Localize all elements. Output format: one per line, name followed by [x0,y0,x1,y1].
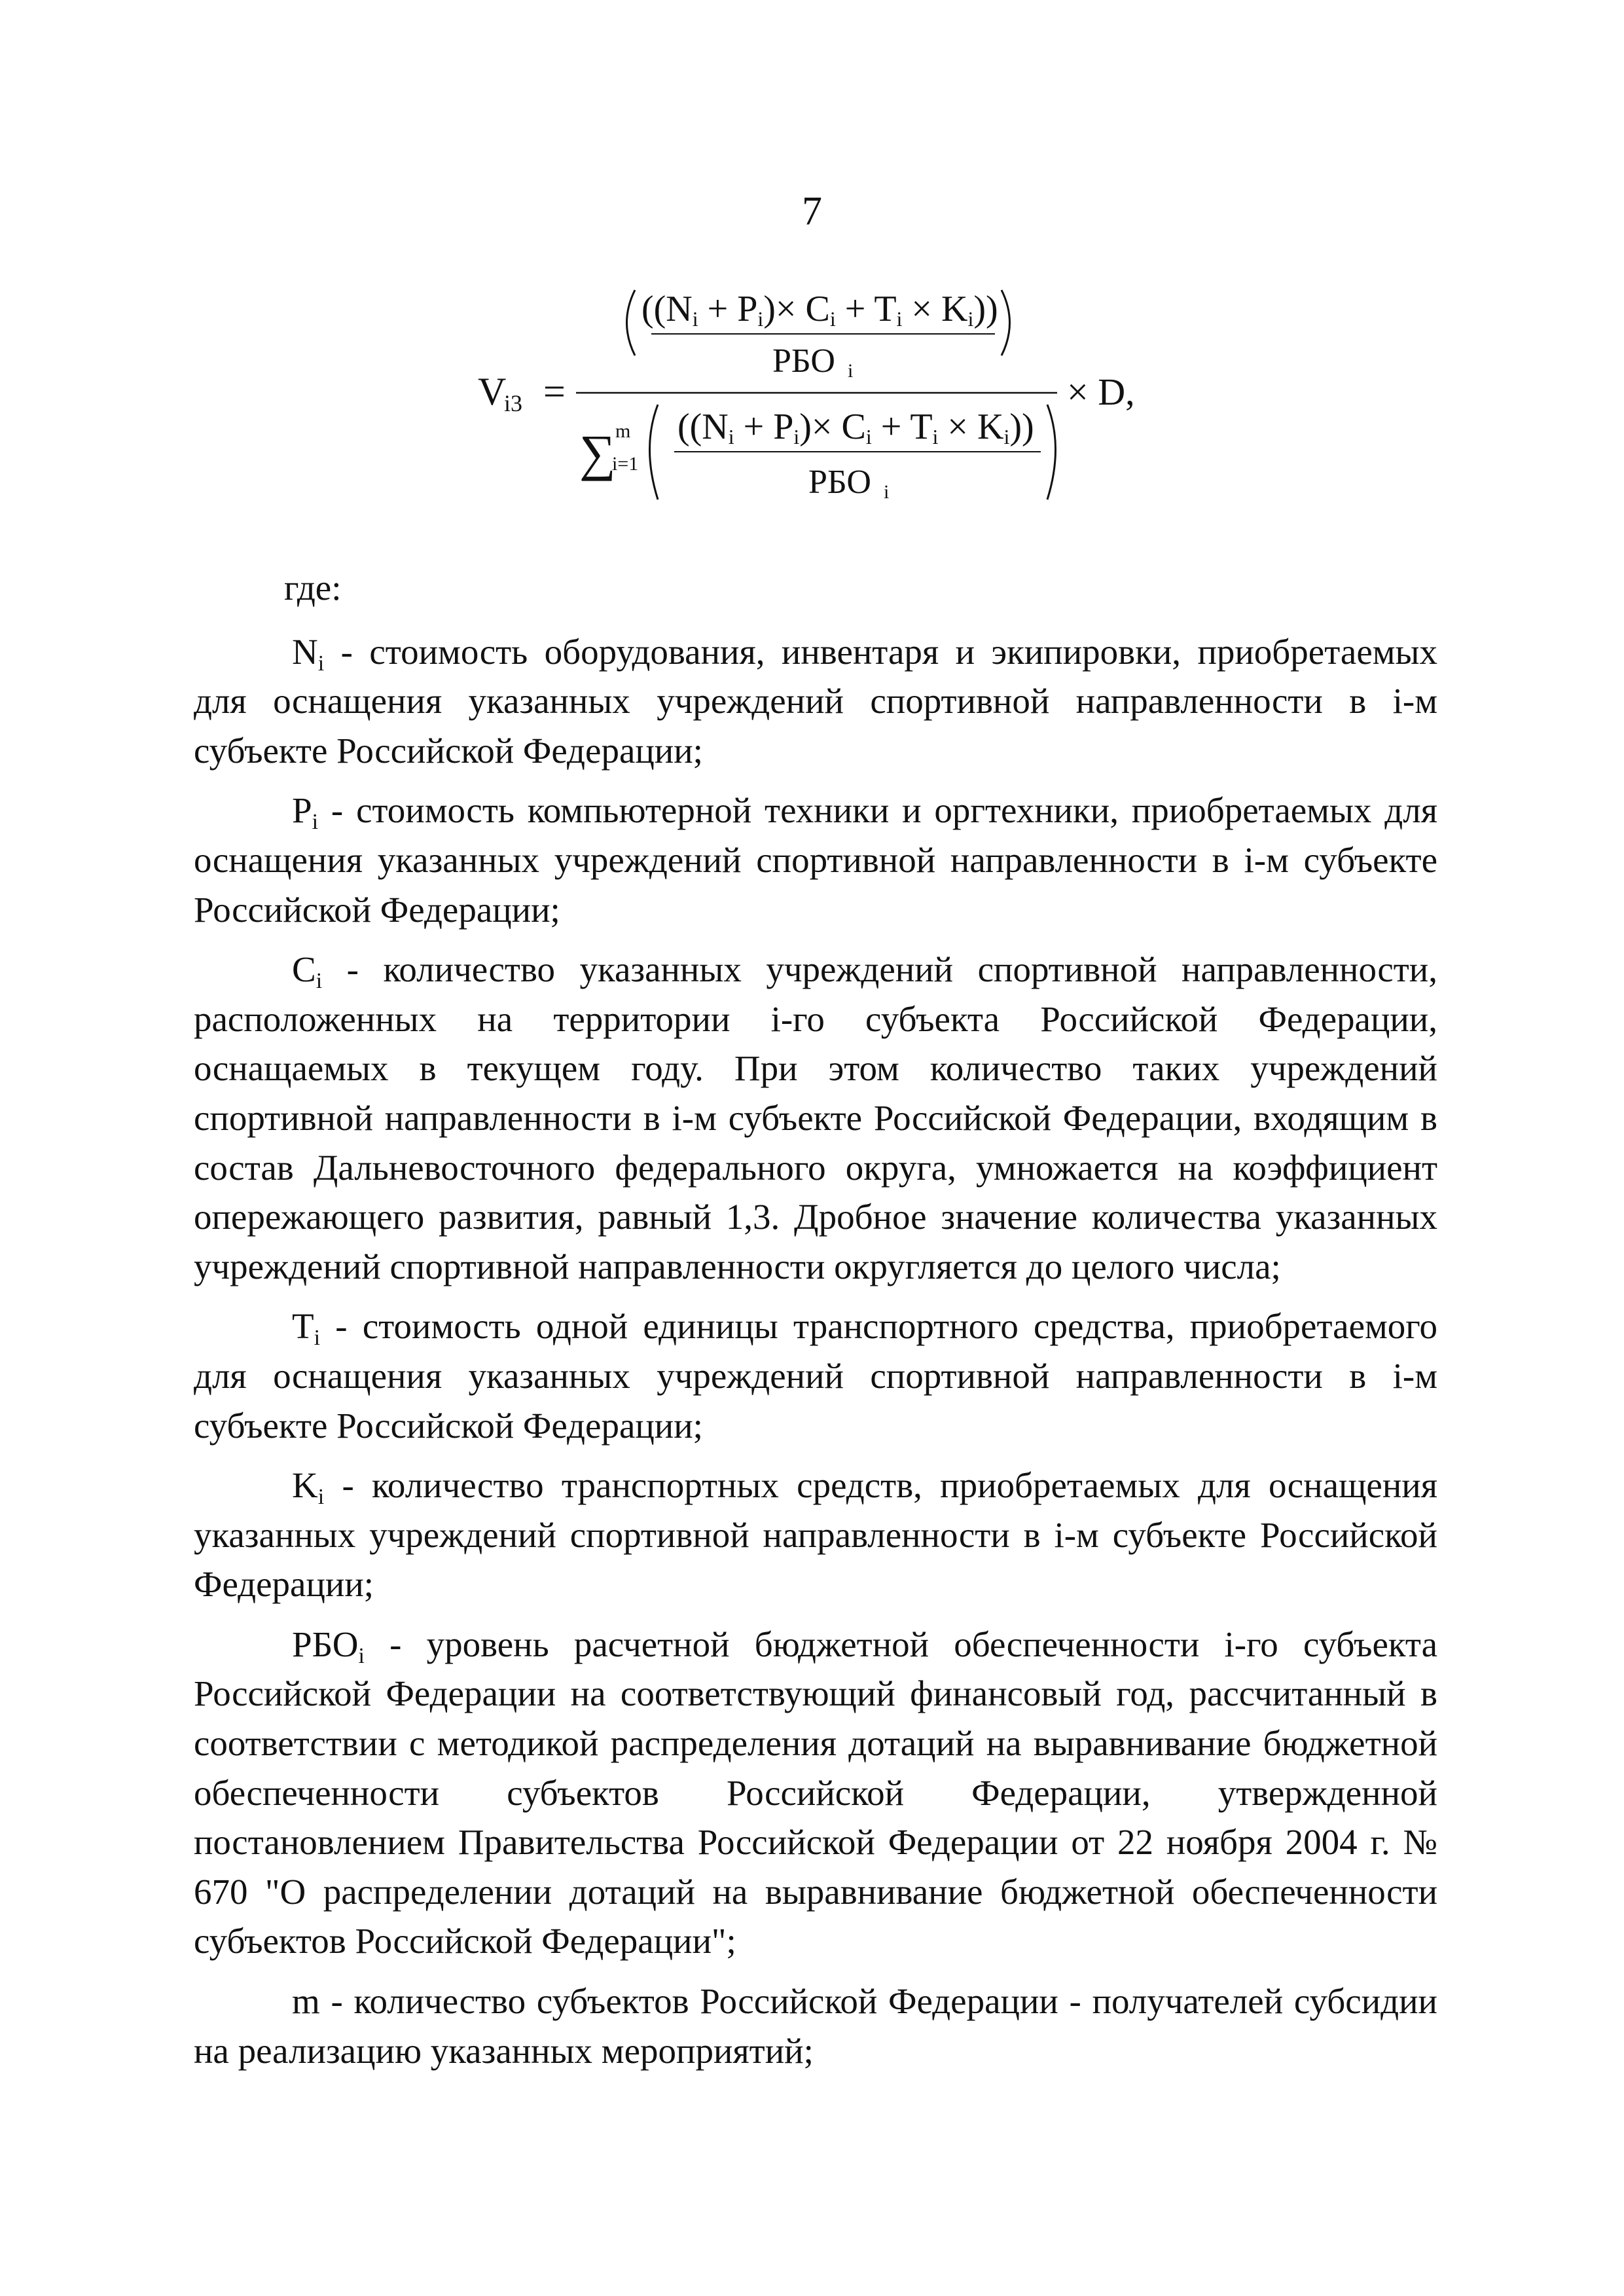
num-right-paren [1001,290,1010,355]
definition-text: - стоимость одной единицы транспортного средства, приобретаемого для оснащения указанных учреждений спортивной направленности в i-м субъекте Российской Федерации; [194,1306,1437,1446]
num-left-paren [627,290,636,355]
definition-symbol: $P_i$ [292,790,319,835]
sum-upper: m [615,420,631,442]
definition-m [194,1977,1437,2075]
definition-k [194,1461,1437,1609]
den-den-label: РБО [808,464,871,501]
document-body [194,563,1437,2075]
definition-c [194,945,1437,1291]
sum-symbol: ∑ [579,424,616,481]
den-expression: ((Ni + Pi)× Ci + Ti × Ki)) [677,407,1034,448]
where-label: где: [284,568,342,608]
num-expression: ((Ni + Pi)× Ci + Ti × Ki)) [641,289,998,331]
formula-lhs-sub: i3 [504,390,523,416]
den-left-paren [650,405,659,500]
definition-t [194,1302,1437,1450]
definition-symbol: $РБО_i$ [292,1624,365,1668]
definition-text: - количество транспортных средств, приобретаемых для оснащения указанных учреждений спортивной направленности в i-м субъекте Российской Федерации; [194,1465,1437,1605]
den-right-paren [1047,405,1056,500]
formula-graphic [478,274,1165,516]
definition-p [194,786,1437,934]
num-den-sub: i [848,360,854,382]
definition-symbol: m [292,1981,320,2022]
page-number: 7 [802,189,822,234]
definition-text: - стоимость оборудования, инвентаря и экипировки, приобретаемых для оснащения указанных учреждений спортивной направленности в i-м субъекте Российской Федерации; [194,631,1437,771]
formula-tail: × D, [1067,371,1135,413]
definition-text: - стоимость компьютерной техники и оргтехники, приобретаемых для оснащения указанных учреждений спортивной направленности в i-м субъекте Российской Федерации; [194,790,1437,930]
definition-text: - уровень расчетной бюджетной обеспеченности i-го субъекта Российской Федерации на соответствующий финансовый год, рассчитанный в соответствии с методикой распределения дотаций на выравнивание бюджетной обеспеченности субъектов Российской Федерации, утвержденной постановлением Правительства Российской Федерации от 22 ноября 2004 г. № 670 "О распределении дотаций на выравнивание бюджетной обеспеченности субъектов Российской Федерации"; [194,1624,1437,1961]
definition-rbo [194,1620,1437,1966]
definition-symbol: $K_i$ [292,1465,325,1510]
formula [478,274,1165,516]
definition-symbol: $C_i$ [292,949,323,994]
definition-text: - количество субъектов Российской Федерации - получателей субсидии на реализацию указанных мероприятий; [194,1981,1437,2071]
definition-n [194,627,1437,776]
definition-text: - количество указанных учреждений спортивной направленности, расположенных на территории i-го субъекта Российской Федерации, оснащаемых в текущем году. При этом количество таких учреждений спортивной направленности в i-м субъекте Российской Федерации, входящим в состав Дальневосточного федерального округа, умножается на коэффициент опережающего развития, равный 1,3. Дробное значение количества указанных учреждений спортивной направленности округляется до целого числа; [194,949,1437,1286]
formula-lhs: V [478,370,507,413]
definition-symbol: $N_i$ [292,631,325,676]
sum-lower: i=1 [612,453,639,475]
den-den-sub: i [884,481,890,503]
formula-equals: = [543,370,566,413]
num-den-label: РБО [772,342,835,380]
definition-symbol: $T_i$ [292,1306,321,1351]
